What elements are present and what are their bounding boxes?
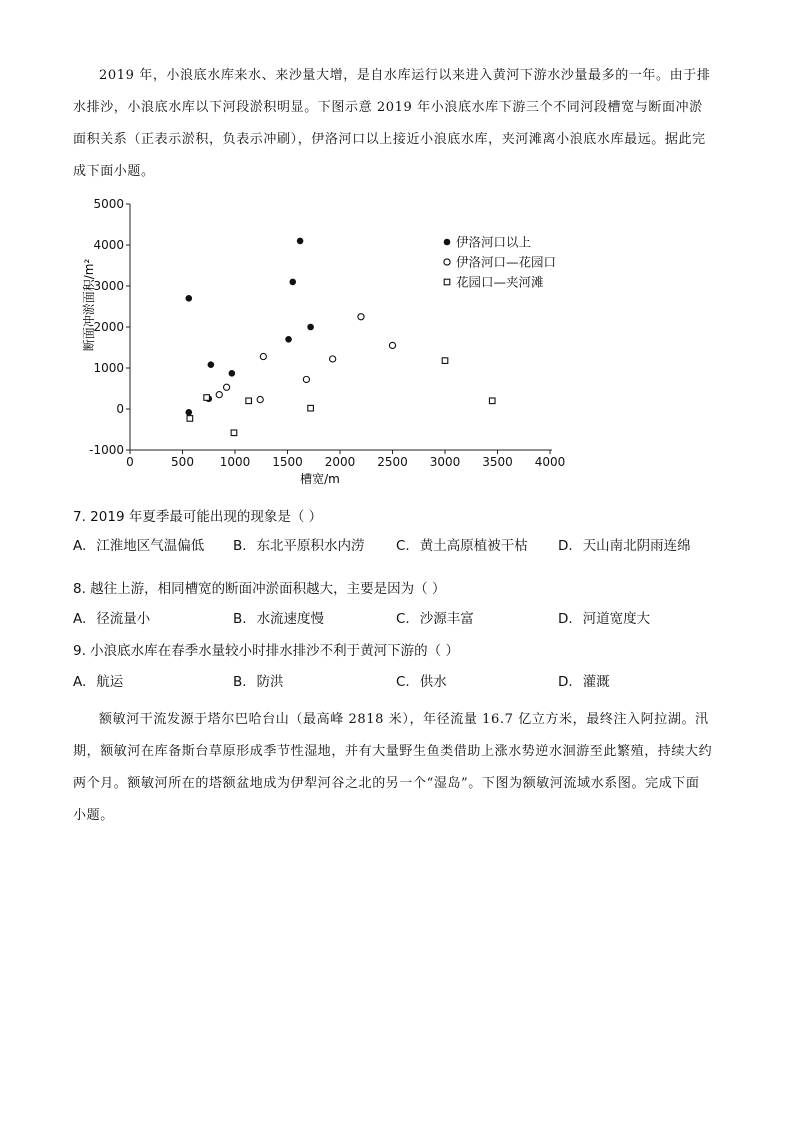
x-tick-label: 3000	[429, 455, 461, 469]
filled-circle-point	[289, 279, 296, 286]
y-axis-label: 断面冲淤面积/m²	[82, 258, 96, 352]
q9-option-c[interactable]: C. 供水	[396, 674, 447, 690]
q8-option-c[interactable]: C. 沙源丰富	[396, 611, 474, 627]
open-circle-point	[330, 356, 336, 362]
open-circle-point	[216, 392, 222, 398]
q7-option-a[interactable]: A. 江淮地区气温偏低	[73, 538, 205, 554]
open-circle-point	[303, 376, 309, 382]
x-tick-label: 0	[126, 455, 134, 469]
question-9-options	[73, 670, 733, 694]
filled-circle-point	[186, 409, 193, 416]
q7-option-c[interactable]: C. 黄土高原植被干枯	[396, 538, 528, 554]
open-circle-point	[257, 396, 263, 402]
x-tick-label: 3500	[482, 455, 513, 469]
q9-option-b[interactable]: B. 防洪	[233, 674, 284, 690]
filled-circle-point	[444, 239, 451, 246]
open-square-point	[204, 395, 210, 401]
legend-label: 伊洛河口以上	[456, 234, 532, 250]
question-7-stem: 7. 2019 年夏季最可能出现的现象是（ ）	[73, 509, 323, 525]
question-8-options	[73, 607, 733, 631]
x-axis-ticks	[126, 450, 565, 469]
open-square-point	[231, 430, 237, 436]
q8-option-a[interactable]: A. 径流量小	[73, 611, 151, 627]
q7-option-d[interactable]: D. 天山南北阴雨连绵	[558, 538, 691, 554]
q9-option-a[interactable]: A. 航运	[73, 674, 124, 690]
y-tick-label: 4000	[93, 238, 124, 252]
scatter-chart	[75, 190, 595, 490]
filled-circle-point	[297, 238, 304, 245]
q8-option-b[interactable]: B. 水流速度慢	[233, 611, 325, 627]
q7-option-b[interactable]: B. 东北平原积水内涝	[233, 538, 365, 554]
legend-label: 伊洛河口—花园口	[456, 254, 557, 270]
y-tick-label: 3000	[93, 279, 124, 293]
open-square-point	[246, 398, 252, 404]
q8-option-d[interactable]: D. 河道宽度大	[558, 611, 651, 627]
question-9-stem: 9. 小浪底水库在春季水量较小时排水排沙不利于黄河下游的（ ）	[73, 643, 459, 659]
open-square-point	[308, 405, 314, 411]
y-tick-label: 2000	[93, 320, 124, 334]
legend-label: 花园口—夹河滩	[456, 274, 544, 290]
filled-circle-point	[208, 361, 215, 368]
open-circle-point	[358, 314, 364, 320]
intro-passage: 2019 年，小浪底水库来水、来沙量大增，是自水库运行以来进入黄河下游水沙量最多的一年。由于排水排沙，小浪底水库以下河段淤积明显。下图示意 2019 年小浪底水库下游三个不同河段槽宽与断面冲淤面积关系（正表示淤积，负表示冲刷），伊洛河口以上接近小浪底水库，夹河滩离小浪底水库最远。据此完成下面小题。	[73, 68, 711, 179]
second-passage: 额敏河干流发源于塔尔巴哈台山（最高峰 2818 米），年径流量 16.7 亿立方米，最终注入阿拉湖。汛期，额敏河在库备斯台草原形成季节性湿地，并有大量野生鱼类借助上涨水势逆水洄游至此繁殖，持续大约两个月。额敏河所在的塔额盆地成为伊犁河谷之北的另一个“湿岛”。下图为额敏河流域水系图。完成下面小题。	[73, 712, 713, 823]
open-circle-point	[224, 384, 230, 390]
open-square-point	[442, 358, 448, 364]
open-square-point	[187, 416, 193, 422]
x-tick-label: 2500	[377, 455, 408, 469]
y-tick-label: 5000	[93, 197, 124, 211]
question-7-options	[73, 534, 733, 558]
filled-circle-point	[285, 336, 292, 343]
x-tick-label: 1000	[219, 455, 251, 469]
open-square-point	[489, 398, 495, 404]
chart-legend	[444, 235, 556, 290]
question-8-stem: 8. 越往上游，相同槽宽的断面冲淤面积越大，主要是因为（ ）	[73, 581, 446, 597]
y-tick-label: 1000	[93, 361, 124, 375]
x-axis-label: 槽宽/m	[300, 472, 340, 486]
filled-circle-point	[307, 324, 314, 331]
x-tick-label: 4000	[534, 455, 566, 469]
data-points	[186, 238, 496, 436]
y-tick-label: -1000	[89, 443, 124, 457]
open-circle-point	[444, 259, 450, 265]
q9-option-d[interactable]: D. 灌溉	[558, 674, 610, 690]
filled-circle-point	[229, 370, 236, 377]
x-tick-label: 1500	[272, 455, 303, 469]
filled-circle-point	[186, 295, 193, 302]
open-circle-point	[389, 342, 395, 348]
x-tick-label: 500	[171, 455, 194, 469]
open-square-point	[444, 279, 450, 285]
x-tick-label: 2000	[324, 455, 356, 469]
y-tick-label: 0	[116, 402, 124, 416]
open-circle-point	[260, 353, 266, 359]
